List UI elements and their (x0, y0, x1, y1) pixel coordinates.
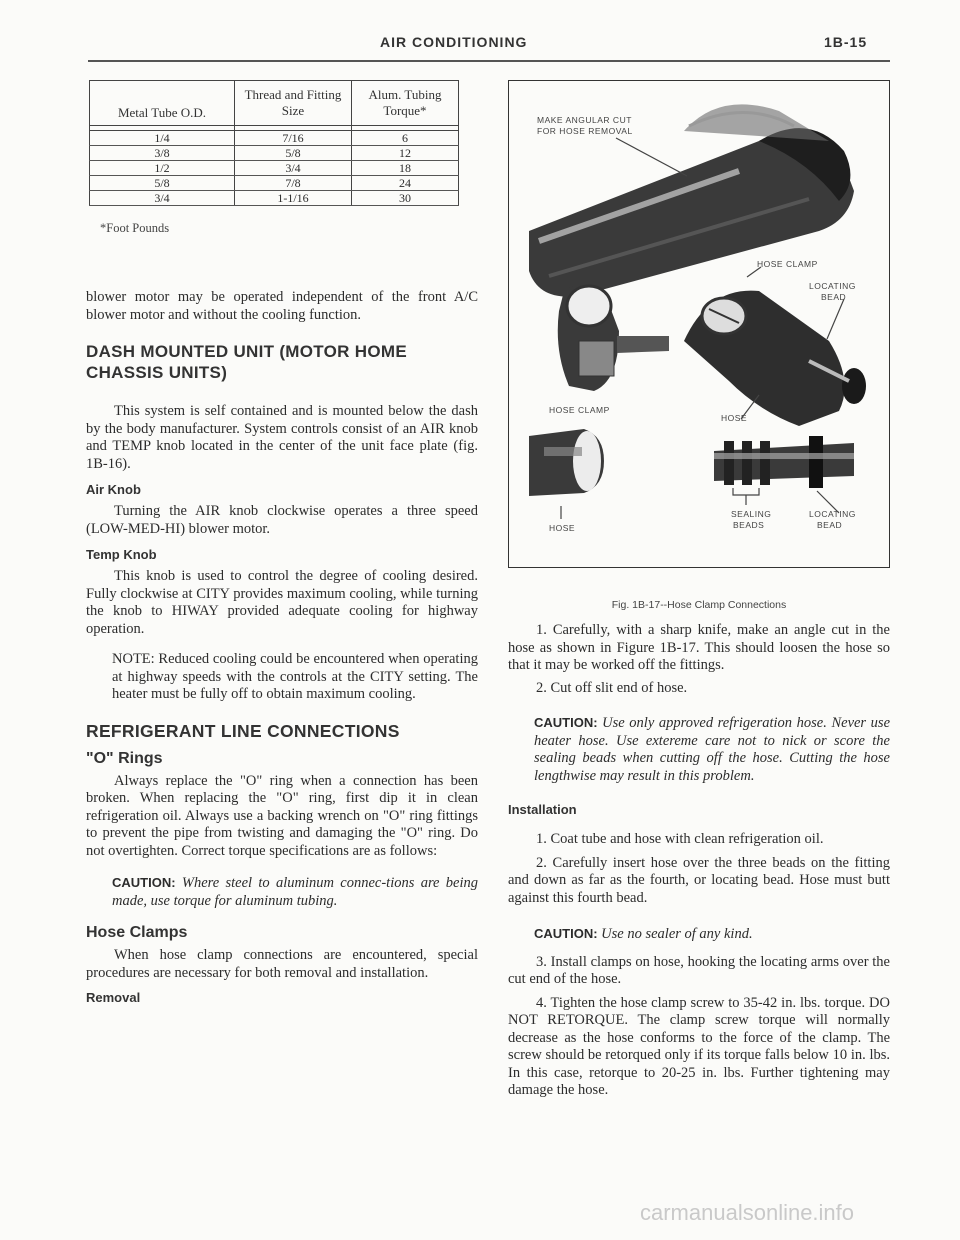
table-cell: 24 (352, 176, 459, 191)
heading-air-knob: Air Knob (86, 482, 141, 497)
heading-dash-mounted-unit: DASH MOUNTED UNIT (MOTOR HOME CHASSIS UNITS) (86, 342, 407, 382)
label-hose-bottom: HOSE (549, 523, 576, 533)
paragraph-air-knob: Turning the AIR knob clockwise operates a three speed (LOW-MED-HI) blower motor. (86, 503, 478, 537)
heading-hose-clamps: Hose Clamps (86, 924, 188, 941)
paragraph-o-rings: Always replace the "O" ring when a connection has been broken. When replacing the "O" ring, first dip it in clean refrigeration oil. Always use a backing wrench on "O" ring fittings to prevent the pipe from twisting and damaging the "O" ring. Do not overtighten. Correct torque specifications are as follows: (86, 772, 478, 859)
table-header: Alum. Tubing Torque* (352, 81, 459, 126)
install-step-3: 3. Install clamps on hose, hooking the locating arms over the cut end of the hose. (508, 953, 890, 987)
table-cell: 3/8 (90, 146, 235, 161)
table-cell: 12 (352, 146, 459, 161)
table-header: Thread and Fitting Size (235, 81, 352, 126)
table-row (90, 131, 459, 146)
table-cell: 3/4 (235, 161, 352, 176)
caution-no-sealer (534, 925, 890, 944)
figure-hose-clamp-connections (508, 80, 890, 568)
running-header-title: AIR CONDITIONING (380, 34, 528, 50)
heading-o-rings: "O" Rings (86, 749, 163, 767)
table-row (90, 146, 459, 161)
header-rule (88, 60, 890, 62)
removal-step-1: 1. Carefully, with a sharp knife, make an angle cut in the hose as shown in Figure 1B-17. This should loosen the hose so that it may be worked off the fittings. (508, 622, 890, 673)
table-cell: 5/8 (235, 146, 352, 161)
label-hose-mid: HOSE (721, 413, 748, 423)
table-cell: 6 (352, 131, 459, 146)
sealing-beads-drawing (529, 429, 854, 519)
label-sealing: SEALING (731, 509, 772, 519)
table-cell: 5/8 (90, 176, 235, 191)
caution-label: CAUTION: (534, 926, 598, 941)
caution-text: Where steel to aluminum connec-tions are being made, use torque for aluminum tubing. (112, 875, 479, 909)
caution-text: Use no sealer of any kind. (601, 926, 753, 942)
page-number: 1B-15 (824, 34, 868, 50)
caution-text: Use only approved refrigeration hose. Never use heater hose. Use extereme care not to nick or score the sealing beads when cutting off the hose. Cutting the hose lengthwise may result in this problem. (534, 715, 891, 784)
note-block (112, 651, 478, 704)
watermark: carmanualsonline.info (640, 1200, 855, 1225)
table-row (90, 161, 459, 176)
table-cell: 18 (352, 161, 459, 176)
heading-installation: Installation (508, 802, 577, 817)
caution-label: CAUTION: (112, 875, 176, 890)
heading-refrigerant-line-connections: REFRIGERANT LINE CONNECTIONS (86, 720, 400, 741)
table-footnote: *Foot Pounds (100, 221, 170, 235)
table-row (90, 176, 459, 191)
removal-step-2: 2. Cut off slit end of hose. (536, 679, 688, 696)
table-cell: 30 (352, 191, 459, 206)
install-step-1: 1. Coat tube and hose with clean refrigeration oil. (536, 831, 824, 847)
paragraph-hose-clamps: When hose clamp connections are encountered, special procedures are necessary for both removal and installation. (86, 947, 478, 981)
label-hose-clamp-top: HOSE CLAMP (757, 259, 818, 269)
caution-steel-aluminum (112, 874, 478, 910)
table-cell: 7/8 (235, 176, 352, 191)
right-column (508, 622, 890, 1100)
torque-spec-table (89, 80, 459, 206)
table-row (90, 191, 459, 206)
table-cell: 7/16 (235, 131, 352, 146)
label-bead-bottom: BEAD (817, 520, 843, 530)
install-step-4: 4. Tighten the hose clamp screw to 35-42 in. lbs. torque. DO NOT RETORQUE. The clamp screw torque will normally decrease as the hose conforms to the force of the clamp. The screw should be retorqued only if its torque falls below 10 in. lbs. In this case, retorque to 20-25 in. lbs. Further tightening may damage the hose. (508, 994, 890, 1098)
caution-refrigeration-hose (534, 714, 890, 785)
label-locating-bottom: LOCATING (809, 509, 856, 519)
label-for-hose-removal: FOR HOSE REMOVAL (537, 126, 633, 136)
hose-clamp-illustration (509, 81, 889, 567)
label-bead-top: BEAD (821, 292, 847, 302)
table-cell: 1-1/16 (235, 191, 352, 206)
label-locating-top: LOCATING (809, 281, 856, 291)
table-header: Metal Tube O.D. (90, 81, 235, 126)
paragraph-dash: This system is self contained and is mounted below the dash by the body manufacturer. System controls consist of an AIR knob and TEMP knob located in the center of the unit face plate (fig. 1B-16). (86, 403, 478, 472)
table-cell: 1/2 (90, 161, 235, 176)
install-step-2: 2. Carefully insert hose over the three beads on the fitting and down as far as the fourth, or locating bead. Hose must butt against this fourth bead. (508, 854, 890, 906)
left-column (86, 80, 478, 1005)
figure-caption: Fig. 1B-17--Hose Clamp Connections (611, 599, 787, 611)
paragraph-intro: blower motor may be operated independent of the front A/C blower motor and without the cooling function. (86, 289, 478, 323)
caution-label: CAUTION: (534, 715, 598, 730)
label-hose-clamp-left: HOSE CLAMP (549, 405, 610, 415)
label-beads: BEADS (733, 520, 765, 530)
table-cell: 1/4 (90, 131, 235, 146)
note-text: NOTE: Reduced cooling could be encountered when operating at highway speeds with the controls at the CITY setting. The heater must be fully off to obtain maximum cooling. (112, 651, 478, 702)
paragraph-temp-knob: This knob is used to control the degree of cooling desired. Fully clockwise at CITY provides maximum cooling, while turning the knob to HIWAY provided adequate cooling for highway operation. (86, 568, 478, 637)
heading-temp-knob: Temp Knob (86, 547, 157, 562)
label-make-angular-cut: MAKE ANGULAR CUT (537, 115, 632, 125)
heading-removal: Removal (86, 990, 141, 1005)
table-cell: 3/4 (90, 191, 235, 206)
